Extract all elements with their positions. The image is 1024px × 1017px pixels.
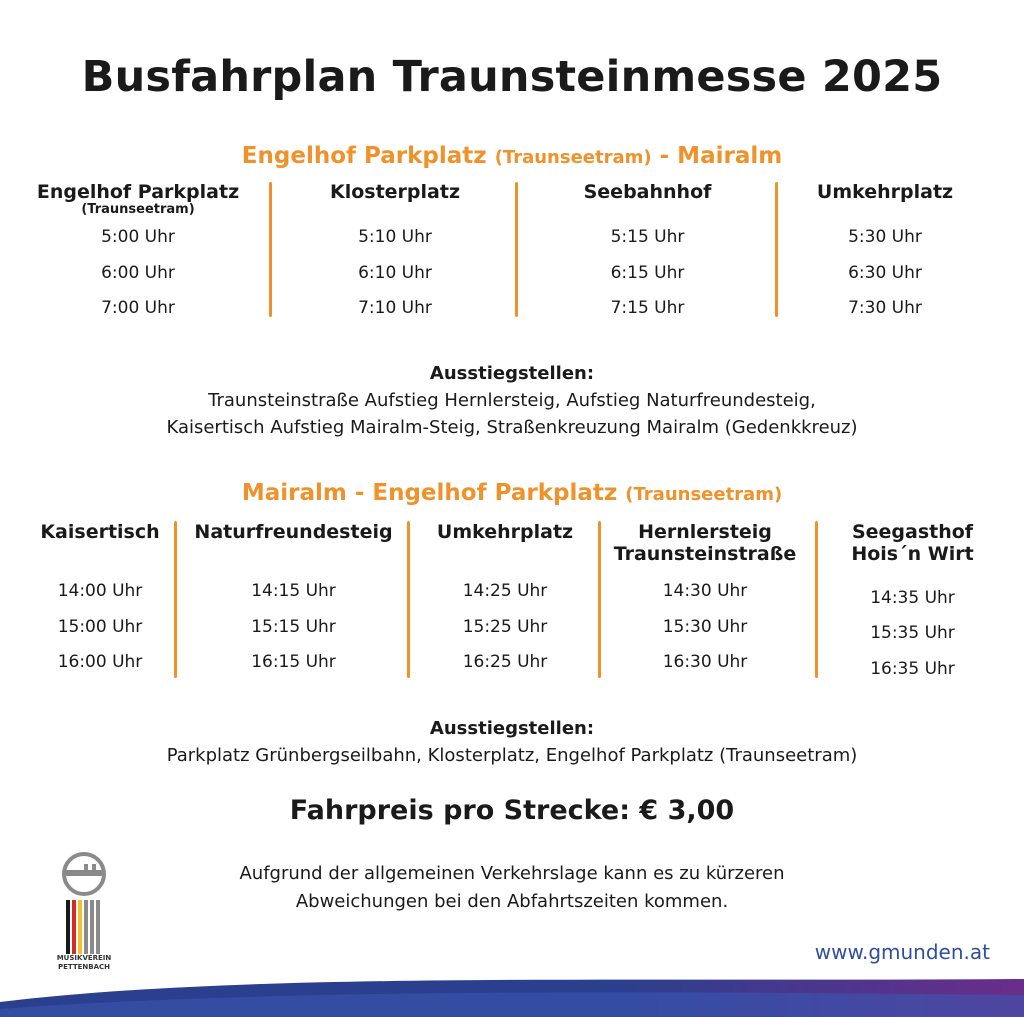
departure-time: 5:30 Uhr — [848, 227, 922, 247]
stop-name-line2: Hois´n Wirt — [851, 543, 974, 565]
logo-text-line: PETTENBACH — [57, 963, 110, 971]
page-title: Busfahrplan Traunsteinmesse 2025 — [81, 52, 943, 102]
departure-time: 7:15 Uhr — [610, 298, 685, 318]
route2-stop-column — [186, 521, 401, 681]
departure-time: 14:00 Uhr — [57, 581, 143, 601]
column-separator — [515, 182, 518, 317]
departure-time: 7:00 Uhr — [101, 298, 175, 318]
exit-stops-line: Parkplatz Grünbergseilbahn, Klosterplatz, Engelhof Parkplatz (Traunseetram) — [166, 745, 858, 766]
departure-time: 6:00 Uhr — [101, 263, 175, 283]
notice-line: Abweichungen bei den Abfahrtszeiten kommen. — [295, 891, 729, 912]
route1-heading — [0, 143, 1024, 169]
departure-time: 6:15 Uhr — [610, 263, 685, 283]
route2-exit-stops — [0, 715, 1024, 769]
departure-time: 14:35 Uhr — [870, 588, 955, 608]
route2-stop-column — [30, 521, 170, 681]
route1-heading-paren: (Traunseetram) — [494, 147, 652, 168]
stop-name: Engelhof Parkplatz — [36, 181, 240, 203]
column-separator — [815, 521, 818, 678]
exit-stops-label: Ausstiegstellen: — [429, 363, 595, 384]
route1-heading-end: - Mairalm — [659, 143, 783, 169]
departure-time: 16:25 Uhr — [462, 652, 548, 672]
departure-time: 15:15 Uhr — [251, 617, 336, 637]
stop-name: Seebahnhof — [583, 181, 712, 203]
route1-stop-column — [290, 181, 500, 321]
departure-time: 15:25 Uhr — [462, 617, 548, 637]
column-separator — [407, 521, 410, 678]
departure-time: 15:00 Uhr — [57, 617, 143, 637]
stop-name: Umkehrplatz — [816, 181, 954, 203]
departure-time: 16:15 Uhr — [251, 652, 336, 672]
departure-time: 15:35 Uhr — [870, 623, 955, 643]
website-link[interactable]: www.gmunden.at — [814, 940, 990, 964]
stop-name: Seegasthof — [851, 521, 974, 543]
column-separator — [269, 182, 272, 317]
departure-time: 16:00 Uhr — [57, 652, 143, 672]
departure-time: 5:00 Uhr — [101, 227, 175, 247]
departure-time: 15:30 Uhr — [662, 617, 748, 637]
route2-heading-paren: (Traunseetram) — [625, 484, 783, 505]
exit-stops-label: Ausstiegstellen: — [429, 718, 595, 739]
departure-time: 14:15 Uhr — [251, 581, 336, 601]
footer-wave — [0, 957, 1024, 1017]
route2-heading-main: Mairalm - Engelhof Parkplatz — [241, 480, 618, 506]
route1-stop-column — [790, 181, 980, 321]
route2-stop-column — [830, 521, 995, 686]
departure-time: 16:35 Uhr — [870, 659, 955, 679]
stop-name: Naturfreundesteig — [194, 521, 393, 543]
exit-stops-line: Kaisertisch Aufstieg Mairalm-Steig, Straßenkreuzung Mairalm (Gedenkkreuz) — [166, 417, 858, 438]
logo-text-line: MUSIKVEREIN — [56, 954, 112, 962]
route2-stop-column — [605, 521, 805, 681]
departure-time: 14:25 Uhr — [462, 581, 548, 601]
route2-heading — [0, 480, 1024, 506]
stop-name: Hernlersteig — [638, 521, 772, 543]
route1-stop-column — [28, 181, 248, 321]
stop-name: Klosterplatz — [329, 181, 460, 203]
departure-time: 7:30 Uhr — [848, 298, 922, 318]
fare-price: Fahrpreis pro Strecke: € 3,00 — [289, 795, 735, 826]
traffic-notice — [0, 860, 1024, 916]
column-separator — [775, 182, 778, 317]
route1-heading-main: Engelhof Parkplatz — [241, 143, 487, 169]
departure-time: 5:10 Uhr — [358, 227, 432, 247]
stop-name: Kaisertisch — [40, 521, 160, 543]
departure-time: 5:15 Uhr — [610, 227, 685, 247]
route1-exit-stops — [0, 360, 1024, 441]
departure-time: 6:30 Uhr — [848, 263, 922, 283]
route2-stop-column — [420, 521, 590, 681]
exit-stops-line: Traunsteinstraße Aufstieg Hernlersteig, Aufstieg Naturfreundesteig, — [208, 390, 816, 411]
stop-name-line2: Traunsteinstraße — [613, 543, 797, 565]
notice-line: Aufgrund der allgemeinen Verkehrslage kann es zu kürzeren — [239, 863, 785, 884]
stop-name: Umkehrplatz — [436, 521, 574, 543]
stop-subname: (Traunseetram) — [81, 202, 195, 217]
route1-stop-column — [535, 181, 760, 321]
departure-time: 16:30 Uhr — [662, 652, 748, 672]
departure-time: 14:30 Uhr — [662, 581, 748, 601]
departure-time: 7:10 Uhr — [358, 298, 432, 318]
departure-time: 6:10 Uhr — [358, 263, 432, 283]
column-separator — [598, 521, 601, 678]
column-separator — [174, 521, 177, 678]
